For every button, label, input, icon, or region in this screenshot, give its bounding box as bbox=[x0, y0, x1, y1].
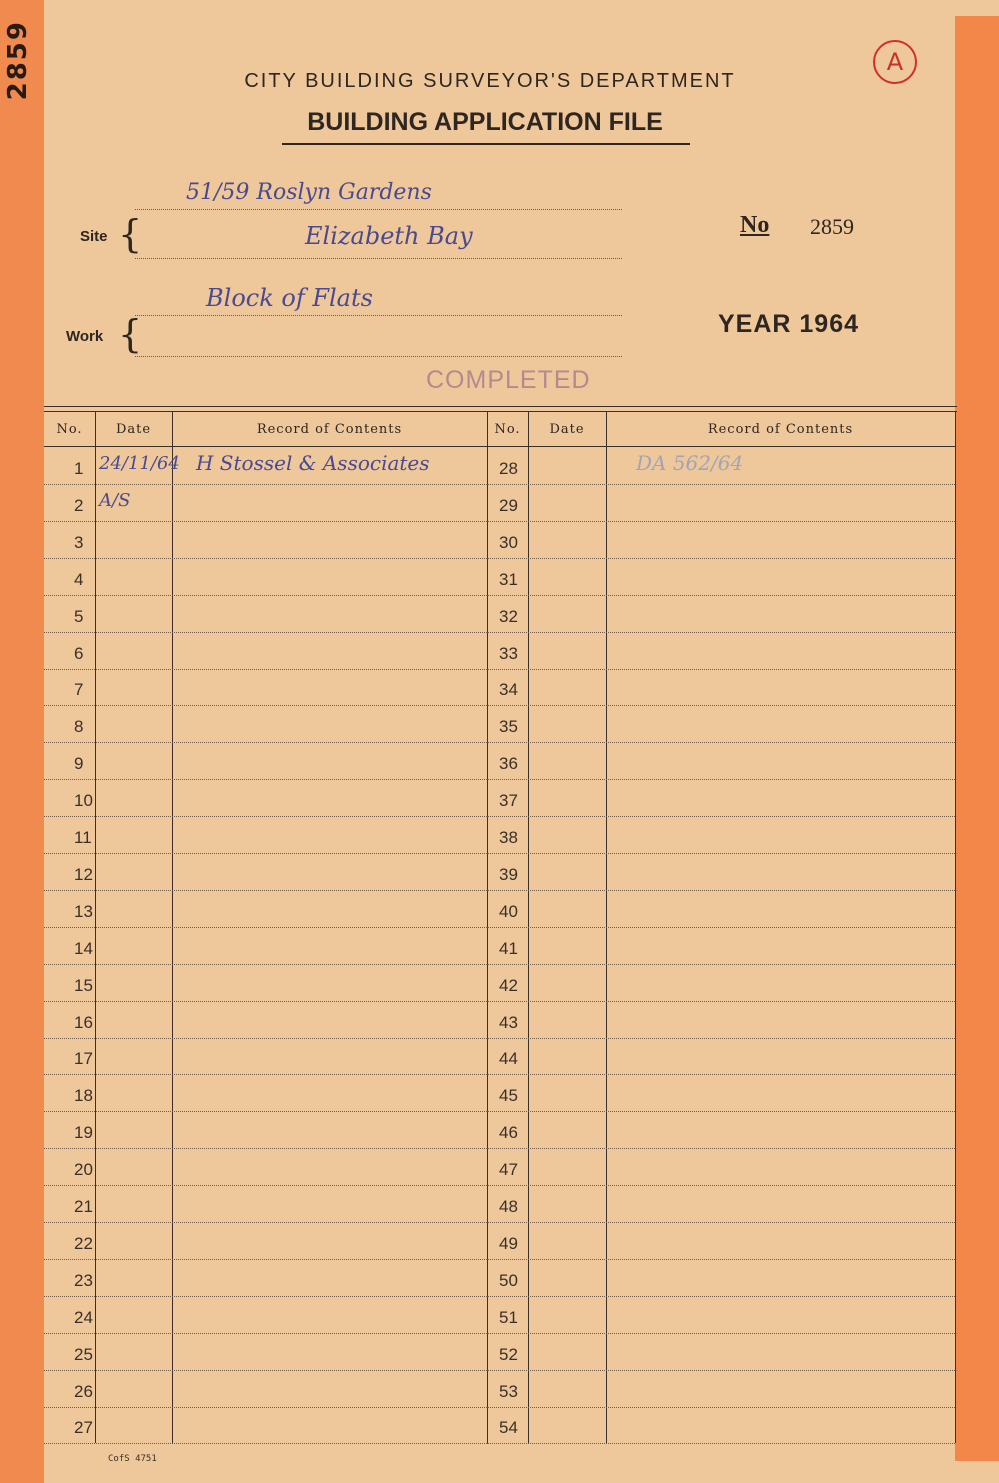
row-number: 22 bbox=[74, 1233, 93, 1253]
completed-stamp: COMPLETED bbox=[426, 366, 591, 394]
table-row bbox=[44, 1222, 487, 1260]
header-date-right: Date bbox=[549, 422, 585, 437]
row-number: 5 bbox=[74, 606, 84, 626]
table-row bbox=[44, 595, 487, 633]
table-row bbox=[44, 558, 487, 596]
row-record: DA 562/64 bbox=[636, 451, 744, 475]
row-number: 14 bbox=[74, 938, 93, 958]
table-row bbox=[487, 1222, 955, 1260]
site-line1: 51/59 Roslyn Gardens bbox=[186, 180, 432, 205]
printer-mark: CofS 4751 bbox=[108, 1454, 157, 1464]
header-record-right: Record of Contents bbox=[707, 422, 854, 437]
row-number: 38 bbox=[499, 828, 518, 847]
table-row bbox=[487, 705, 955, 743]
table-row bbox=[44, 1001, 487, 1039]
row-number: 12 bbox=[74, 864, 93, 884]
row-record: H Stossel & Associates bbox=[196, 451, 430, 475]
row-number: 46 bbox=[499, 1123, 518, 1143]
row-number: 18 bbox=[74, 1086, 93, 1106]
table-row bbox=[487, 742, 955, 780]
table-row bbox=[487, 1370, 955, 1408]
table-row bbox=[44, 1296, 487, 1334]
row-number: 33 bbox=[499, 643, 518, 663]
row-number: 39 bbox=[499, 864, 518, 884]
table-row bbox=[44, 521, 487, 559]
row-number: 11 bbox=[74, 828, 92, 847]
table-row bbox=[44, 816, 487, 854]
department-heading: CITY BUILDING SURVEYOR'S DEPARTMENT bbox=[244, 70, 736, 92]
row-number: 15 bbox=[74, 975, 93, 995]
row-number: 2 bbox=[74, 495, 84, 515]
row-number: 48 bbox=[499, 1197, 518, 1216]
table-row bbox=[44, 1370, 487, 1408]
row-number: 31 bbox=[499, 569, 518, 589]
row-number: 35 bbox=[499, 717, 518, 737]
table-row bbox=[44, 1406, 487, 1444]
table-row bbox=[44, 1148, 487, 1186]
file-number-label: No bbox=[740, 212, 770, 238]
row-number: 19 bbox=[74, 1123, 93, 1143]
table-row bbox=[44, 890, 487, 928]
corner-mark: A bbox=[873, 40, 917, 84]
table-row bbox=[487, 1185, 955, 1223]
row-number: 44 bbox=[499, 1049, 518, 1069]
table-row bbox=[487, 1333, 955, 1371]
row-number: 1 bbox=[74, 459, 84, 478]
table-row bbox=[487, 1111, 955, 1149]
table-top-rule bbox=[44, 406, 957, 407]
work-value: Block of Flats bbox=[206, 284, 373, 312]
table-row bbox=[44, 927, 487, 965]
table-row bbox=[44, 779, 487, 817]
row-number: 10 bbox=[74, 791, 93, 811]
row-number: 50 bbox=[499, 1270, 518, 1290]
table-top-rule-inner bbox=[44, 411, 957, 412]
spine-number: 2859 bbox=[3, 20, 33, 101]
row-number: 4 bbox=[74, 569, 84, 589]
file-number-value: 2859 bbox=[810, 214, 854, 239]
row-number: 27 bbox=[74, 1418, 93, 1438]
row-number: 34 bbox=[499, 680, 518, 700]
row-number: 20 bbox=[74, 1160, 93, 1180]
row-number: 51 bbox=[499, 1307, 518, 1327]
table-row bbox=[487, 890, 955, 928]
row-number: 53 bbox=[499, 1381, 518, 1401]
table-row bbox=[44, 1333, 487, 1371]
header-no-right: No. bbox=[494, 422, 521, 437]
table-row bbox=[487, 1296, 955, 1334]
row-number: 25 bbox=[74, 1344, 93, 1364]
table-row bbox=[487, 632, 955, 670]
row-number: 13 bbox=[74, 901, 93, 921]
row-number: 28 bbox=[499, 459, 518, 478]
header-record-left: Record of Contents bbox=[256, 422, 403, 437]
file-year: YEAR 1964 bbox=[718, 310, 860, 338]
table-row bbox=[44, 632, 487, 670]
row-number: 42 bbox=[499, 975, 518, 995]
header-no-left: No. bbox=[56, 422, 83, 437]
site-rule-1 bbox=[135, 209, 622, 211]
row-number: 54 bbox=[499, 1418, 518, 1438]
row-number: 26 bbox=[74, 1381, 93, 1401]
work-brace: { bbox=[118, 312, 143, 356]
table-row bbox=[44, 1111, 487, 1149]
right-edge-tab bbox=[955, 16, 999, 1461]
row-number: 30 bbox=[499, 532, 518, 552]
table-row bbox=[44, 1259, 487, 1297]
table-row bbox=[44, 705, 487, 743]
table-row bbox=[487, 521, 955, 559]
row-number: 29 bbox=[499, 495, 518, 515]
table-row bbox=[44, 964, 487, 1002]
site-label: Site bbox=[80, 228, 108, 245]
file-title: BUILDING APPLICATION FILE bbox=[307, 108, 663, 136]
row-number: 21 bbox=[74, 1197, 93, 1216]
site-line2: Elizabeth Bay bbox=[305, 222, 473, 250]
table-row bbox=[44, 853, 487, 891]
site-brace: { bbox=[118, 212, 143, 256]
table-row bbox=[487, 1037, 955, 1075]
table-row bbox=[44, 1074, 487, 1112]
row-number: 6 bbox=[74, 643, 84, 663]
row-number: 3 bbox=[74, 532, 84, 552]
row-date: A/S bbox=[99, 489, 131, 511]
row-number: 45 bbox=[499, 1086, 518, 1106]
title-underline bbox=[282, 143, 690, 145]
row-number: 24 bbox=[74, 1307, 93, 1327]
row-number: 41 bbox=[499, 938, 518, 958]
table-row bbox=[44, 1037, 487, 1075]
table-row bbox=[487, 779, 955, 817]
row-number: 52 bbox=[499, 1344, 518, 1364]
table-row bbox=[487, 1259, 955, 1297]
table-row bbox=[487, 816, 955, 854]
left-spine-tab bbox=[0, 0, 44, 1483]
row-number: 37 bbox=[499, 791, 518, 811]
table-row bbox=[487, 1074, 955, 1112]
row-number: 49 bbox=[499, 1233, 518, 1253]
table-row bbox=[487, 1001, 955, 1039]
table-row bbox=[487, 668, 955, 706]
work-rule-1 bbox=[135, 315, 622, 317]
row-number: 23 bbox=[74, 1270, 93, 1290]
site-rule-2 bbox=[135, 258, 622, 260]
row-number: 43 bbox=[499, 1012, 518, 1032]
row-number: 7 bbox=[74, 680, 84, 700]
row-number: 36 bbox=[499, 754, 518, 774]
column-divider-right bbox=[955, 412, 956, 1443]
table-row bbox=[44, 668, 487, 706]
row-number: 16 bbox=[74, 1012, 93, 1032]
work-label: Work bbox=[66, 328, 104, 345]
table-row bbox=[487, 927, 955, 965]
table-row bbox=[487, 558, 955, 596]
table-row bbox=[487, 1148, 955, 1186]
row-number: 47 bbox=[499, 1160, 518, 1180]
row-number: 8 bbox=[74, 717, 84, 737]
table-row bbox=[487, 1406, 955, 1444]
header-date-left: Date bbox=[115, 422, 152, 437]
table-row bbox=[487, 484, 955, 522]
row-number: 32 bbox=[499, 606, 518, 626]
row-date: 24/11/64 bbox=[99, 453, 180, 474]
row-number: 9 bbox=[74, 754, 84, 774]
row-number: 17 bbox=[74, 1049, 93, 1069]
work-rule-2 bbox=[135, 356, 622, 358]
row-number: 40 bbox=[499, 901, 518, 921]
table-row bbox=[487, 964, 955, 1002]
table-row bbox=[44, 742, 487, 780]
table-row bbox=[487, 595, 955, 633]
table-row bbox=[487, 853, 955, 891]
table-row bbox=[44, 1185, 487, 1223]
